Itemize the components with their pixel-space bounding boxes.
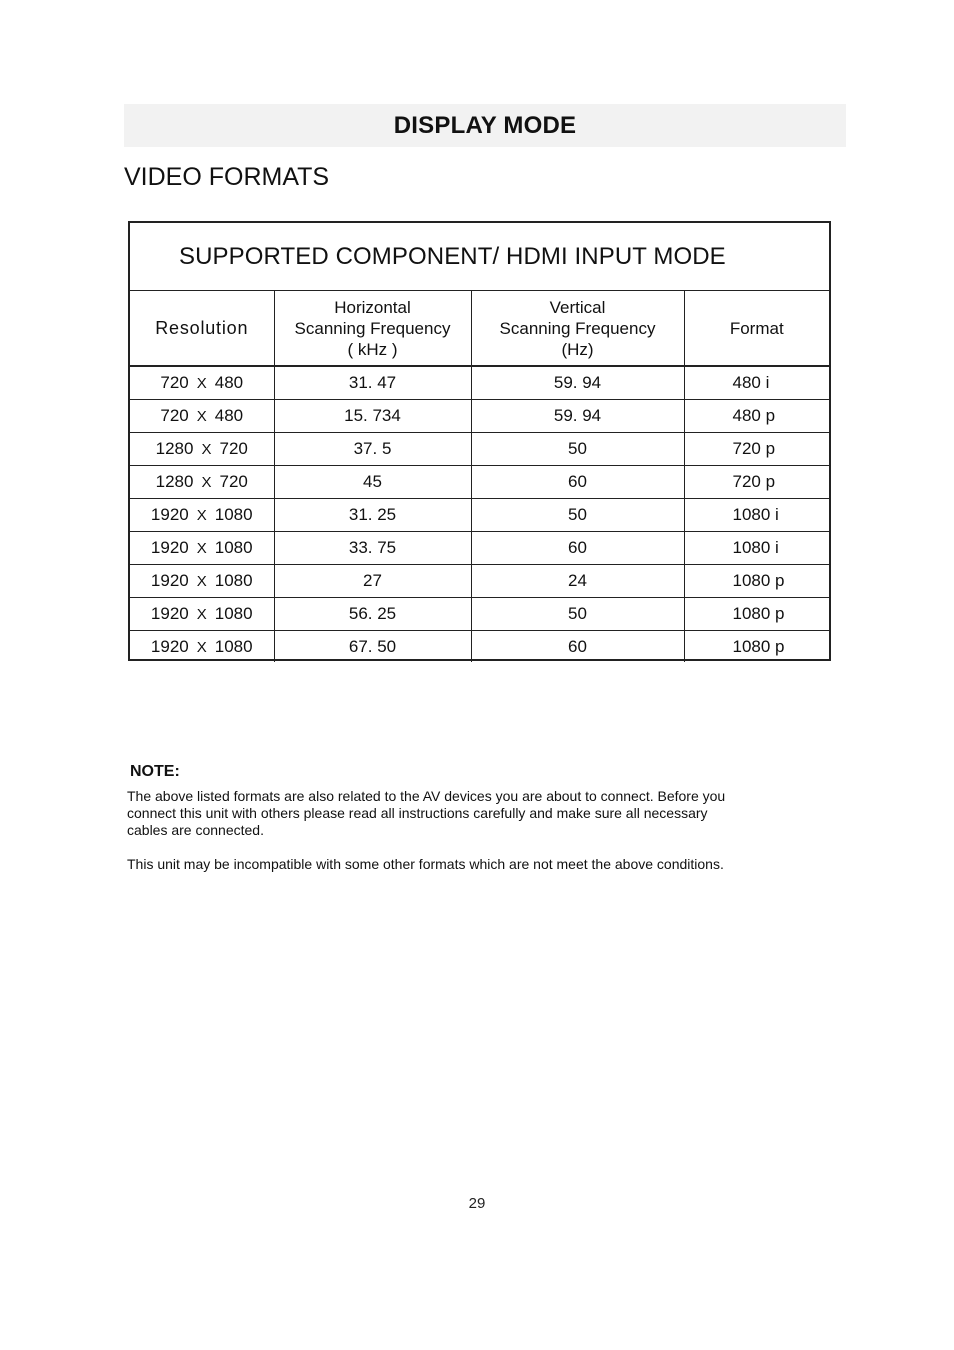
cell-resolution — [130, 366, 274, 400]
header-vertical-line-2: Scanning Frequency — [499, 318, 656, 338]
header-vertical-line-3: (Hz) — [561, 339, 594, 359]
resolution-width: 720 — [160, 373, 189, 392]
note-label-text: NOTE — [130, 763, 175, 780]
cell-horizontal-frequency: 31. 47 — [274, 366, 471, 400]
cell-format: 720 p — [684, 433, 829, 466]
cell-format: 1080 i — [684, 499, 829, 532]
cell-resolution — [130, 433, 274, 466]
header-horizontal-line-1: Horizontal — [334, 297, 411, 317]
cell-format: 480 i — [684, 366, 829, 400]
resolution-separator: X — [201, 474, 212, 491]
cell-vertical-frequency: 24 — [471, 565, 684, 598]
video-formats-table — [128, 221, 831, 661]
cell-vertical-frequency: 59. 94 — [471, 400, 684, 433]
cell-format: 1080 p — [684, 565, 829, 598]
cell-horizontal-frequency: 67. 50 — [274, 631, 471, 663]
resolution-width: 720 — [160, 406, 189, 425]
table-row — [130, 598, 829, 631]
resolution-height: 720 — [219, 472, 248, 491]
header-vertical-frequency — [471, 291, 684, 366]
resolution-separator: X — [196, 606, 207, 623]
resolution-separator: X — [196, 507, 207, 524]
resolution-height: 480 — [214, 406, 244, 425]
table-row — [130, 366, 829, 400]
table-row — [130, 433, 829, 466]
cell-horizontal-frequency: 33. 75 — [274, 532, 471, 565]
note-section — [127, 763, 747, 890]
resolution-width: 1920 — [150, 538, 189, 557]
header-resolution: Resolution — [130, 291, 274, 366]
header-horizontal-line-3: ( kHz ) — [347, 339, 398, 359]
resolution-separator: X — [196, 540, 207, 557]
cell-vertical-frequency: 59. 94 — [471, 366, 684, 400]
cell-resolution — [130, 565, 274, 598]
resolution-separator: X — [201, 441, 212, 458]
cell-resolution — [130, 400, 274, 433]
cell-format: 720 p — [684, 466, 829, 499]
table-row — [130, 400, 829, 433]
table-row — [130, 466, 829, 499]
resolution-separator: X — [196, 573, 207, 590]
cell-resolution — [130, 631, 274, 663]
cell-horizontal-frequency: 56. 25 — [274, 598, 471, 631]
table-row — [130, 631, 829, 663]
table-row — [130, 565, 829, 598]
resolution-height: 720 — [219, 439, 248, 458]
cell-vertical-frequency: 60 — [471, 466, 684, 499]
resolution-height: 480 — [214, 373, 244, 392]
cell-format: 1080 i — [684, 532, 829, 565]
cell-vertical-frequency: 60 — [471, 532, 684, 565]
cell-format: 1080 p — [732, 636, 785, 656]
formats-table-grid — [130, 291, 829, 662]
cell-resolution — [130, 499, 274, 532]
cell-horizontal-frequency: 27 — [274, 565, 471, 598]
resolution-separator: X — [196, 638, 207, 656]
resolution-height: 1080 — [214, 604, 253, 623]
resolution-height: 1080 — [214, 636, 253, 656]
resolution-width: 1920 — [150, 604, 189, 623]
header-horizontal-frequency — [274, 291, 471, 366]
resolution-height: 1080 — [214, 571, 253, 590]
resolution-height: 1080 — [214, 538, 253, 557]
resolution-separator: X — [196, 375, 207, 392]
cell-vertical-frequency: 60 — [471, 631, 684, 663]
cell-horizontal-frequency: 45 — [274, 466, 471, 499]
cell-resolution — [130, 466, 274, 499]
resolution-width: 1280 — [155, 472, 194, 491]
header-horizontal-line-2: Scanning Frequency — [294, 318, 451, 338]
note-label: NOTE: — [130, 763, 180, 780]
header-vertical-line-1: Vertical — [549, 297, 606, 317]
section-title: VIDEO FORMATS — [124, 163, 330, 191]
cell-vertical-frequency: 50 — [471, 499, 684, 532]
header-format: Format — [684, 291, 829, 366]
resolution-height: 1080 — [214, 505, 253, 524]
cell-format: 1080 p — [684, 598, 829, 631]
cell-vertical-frequency: 50 — [471, 598, 684, 631]
table-title: SUPPORTED COMPONENT/ HDMI INPUT MODE — [130, 223, 829, 291]
cell-horizontal-frequency: 15. 734 — [274, 400, 471, 433]
note-paragraph-2: This unit may be incompatible with some other formats which are not meet the above conditions. — [127, 856, 724, 872]
resolution-width: 1920 — [150, 571, 189, 590]
display-mode-banner — [124, 104, 846, 147]
table-header-row — [130, 291, 829, 366]
cell-horizontal-frequency: 37. 5 — [274, 433, 471, 466]
cell-resolution — [130, 532, 274, 565]
resolution-separator: X — [196, 408, 207, 425]
note-paragraph-1: The above listed formats are also related to the AV devices you are about to connect. Before you connect this unit with others please read all instructions carefully and make sure all necessary cables are connected. — [127, 788, 726, 838]
page-title: DISPLAY MODE — [393, 111, 577, 139]
cell-format: 480 p — [684, 400, 829, 433]
table-row — [130, 499, 829, 532]
cell-resolution — [130, 598, 274, 631]
page-number: 29 — [468, 1195, 486, 1212]
cell-horizontal-frequency: 31. 25 — [274, 499, 471, 532]
resolution-width: 1920 — [150, 505, 189, 524]
resolution-width: 1280 — [155, 439, 194, 458]
cell-vertical-frequency: 50 — [471, 433, 684, 466]
resolution-width: 1920 — [150, 636, 189, 656]
table-row — [130, 532, 829, 565]
